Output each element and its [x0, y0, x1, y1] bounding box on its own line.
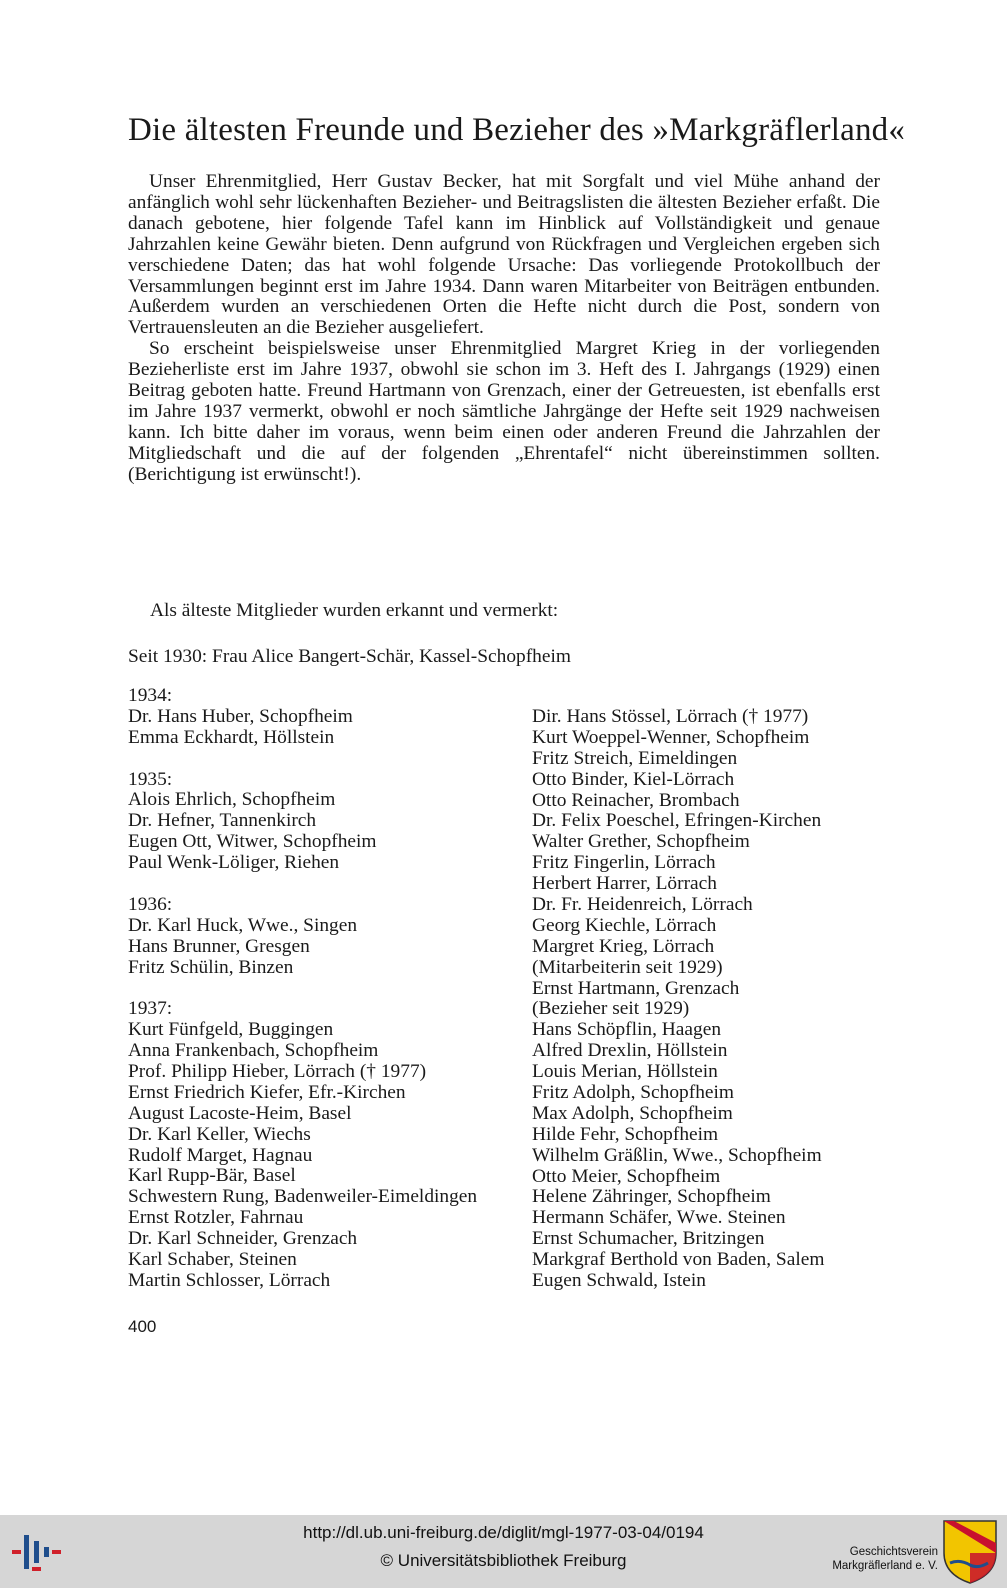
member-entry: Karl Rupp-Bär, Basel: [128, 1165, 296, 1187]
column-spacer: [128, 978, 528, 999]
member-entry: Karl Schaber, Steinen: [128, 1249, 297, 1271]
member-entry: Hilde Fehr, Schopfheim: [532, 1123, 719, 1145]
member-entry: Dr. Karl Huck, Wwe., Singen: [128, 914, 358, 936]
member-entry: Ernst Friedrich Kiefer, Efr.-Kirchen: [128, 1081, 406, 1103]
left-member-column: [128, 686, 528, 1292]
member-entry: Otto Meier, Schopfheim: [532, 1165, 721, 1187]
member-entry: Herbert Harrer, Lörrach: [532, 873, 717, 895]
right-member-column: [532, 707, 952, 1292]
intro-paragraph: So erscheint beispielsweise unser Ehrenmitglied Margret Krieg in der vorliegenden Bezieherliste erst im Jahre 1937, obwohl sie schon im 3. Heft des I. Jahrgangs (1929) einen Beitrag geboten hatte. Freund Hartmann von Grenzach, einer der Getreuesten, ist ebenfalls erst im Jahre 1937 vermerkt, obwohl er noch sämtliche Jahrgänge der Hefte seit 1929 nachweisen kann. Ich bitte daher im voraus, wenn beim einen oder anderen Freund die Jahrzahlen der Mitgliedschaft und die auf der folgenden „Ehrentafel“ nicht übereinstimmen sollten. (Berichtigung ist erwünscht!).: [128, 338, 880, 485]
member-entry: Otto Binder, Kiel-Lörrach: [532, 768, 735, 790]
society-name: [808, 1545, 938, 1573]
since-1930-line: Seit 1930: Frau Alice Bangert-Schär, Kassel-Schopfheim: [128, 646, 571, 667]
member-entry: Martin Schlosser, Lörrach: [128, 1269, 331, 1291]
society-line2: Markgräflerland e. V.: [832, 1560, 938, 1572]
member-entry: Fritz Adolph, Schopfheim: [532, 1082, 734, 1104]
year-heading: 1937:: [128, 998, 173, 1020]
member-entry: Alfred Drexlin, Höllstein: [532, 1040, 728, 1062]
member-entry: Georg Kiechle, Lörrach: [532, 914, 717, 936]
member-entry: Emma Eckhardt, Höllstein: [128, 726, 335, 748]
member-entry: Rudolf Marget, Hagnau: [128, 1144, 313, 1166]
member-entry: Dr. Felix Poeschel, Efringen-Kirchen: [532, 810, 822, 832]
year-heading: 1935:: [128, 768, 173, 790]
page-title: Die ältesten Freunde und Bezieher des »Markgräflerland«: [128, 112, 906, 148]
member-entry: Kurt Woeppel-Wenner, Schopfheim: [532, 726, 810, 748]
member-entry: Fritz Streich, Eimeldingen: [532, 747, 738, 769]
year-heading: 1934:: [128, 685, 173, 706]
member-entry: Margret Krieg, Lörrach: [532, 935, 715, 957]
member-entry: Kurt Fünfgeld, Buggingen: [128, 1019, 334, 1041]
member-entry: (Bezieher seit 1929): [532, 998, 690, 1020]
footer-bar: [0, 1515, 1007, 1588]
member-entry: (Mitarbeiterin seit 1929): [532, 956, 723, 978]
column-spacer: [128, 874, 528, 895]
member-entry: Dr. Hefner, Tannenkirch: [128, 810, 317, 832]
member-entry: Markgraf Berthold von Baden, Salem: [532, 1249, 825, 1271]
member-entry: Hans Schöpflin, Haagen: [532, 1019, 722, 1041]
society-crest-icon: [942, 1519, 998, 1585]
member-entry: Prof. Philipp Hieber, Lörrach († 1977): [128, 1061, 427, 1083]
member-entry: Eugen Schwald, Istein: [532, 1270, 706, 1292]
member-entry: Wilhelm Gräßlin, Wwe., Schopfheim: [532, 1144, 822, 1166]
society-line1: Geschichtsverein: [849, 1546, 938, 1558]
intro-paragraph: Unser Ehrenmitglied, Herr Gustav Becker, hat mit Sorgfalt und viel Mühe anhand der anfänglich wohl sehr lückenhaften Bezieher- und Beitragslisten die ältesten Bezieher erfaßt. Die danach gebotene, hier folgende Tafel kann im Hinblick auf Vollständigkeit und genaue Jahrzahlen keine Gewähr bieten. Denn aufgrund von Rückfragen und Vergleichen ergeben sich verschiedene Daten; das hat wohl folgende Ursache: Das vorliegende Protokollbuch der Versammlungen beginnt erst im Jahre 1934. Dann waren Mitarbeiter von Beiträgen entbunden. Außerdem wurden an verschiedenen Orten die Hefte nicht durch die Post, sondern von Vertrauensleuten an die Bezieher ausgeliefert.: [128, 171, 880, 339]
member-entry: Otto Reinacher, Brombach: [532, 789, 740, 811]
member-entry: Anna Frankenbach, Schopfheim: [128, 1040, 379, 1062]
page-number: 400: [128, 1317, 157, 1336]
column-spacer: [128, 749, 528, 770]
member-entry: Hans Brunner, Gresgen: [128, 935, 310, 957]
member-entry: Dr. Karl Keller, Wiechs: [128, 1123, 311, 1145]
member-entry: Helene Zähringer, Schopfheim: [532, 1186, 771, 1208]
member-entry: Alois Ehrlich, Schopfheim: [128, 789, 336, 811]
member-entry: Schwestern Rung, Badenweiler-Eimeldingen: [128, 1186, 478, 1208]
member-entry: Ernst Schumacher, Britzingen: [532, 1228, 765, 1250]
member-entry: Fritz Schülin, Binzen: [128, 956, 294, 978]
year-heading: 1936:: [128, 893, 173, 915]
member-entry: Dr. Hans Huber, Schopfheim: [128, 705, 353, 727]
intro-text: [128, 172, 880, 486]
member-entry: Dir. Hans Stössel, Lörrach († 1977): [532, 706, 809, 727]
member-entry: Louis Merian, Höllstein: [532, 1061, 718, 1083]
member-entry: Dr. Karl Schneider, Grenzach: [128, 1228, 358, 1250]
footer-url-link[interactable]: http://dl.ub.uni-freiburg.de/diglit/mgl-1977-03-04/0194: [303, 1523, 704, 1542]
member-entry: Eugen Ott, Witwer, Schopfheim: [128, 831, 377, 853]
member-entry: Hermann Schäfer, Wwe. Steinen: [532, 1207, 786, 1229]
members-lead: Als älteste Mitglieder wurden erkannt und vermerkt:: [150, 600, 559, 621]
member-entry: Fritz Fingerlin, Lörrach: [532, 852, 716, 874]
member-entry: Ernst Rotzler, Fahrnau: [128, 1207, 304, 1229]
member-entry: Dr. Fr. Heidenreich, Lörrach: [532, 894, 753, 916]
footer-copyright: © Universitätsbibliothek Freiburg: [380, 1551, 627, 1570]
member-entry: Walter Grether, Schopfheim: [532, 831, 750, 853]
member-entry: Ernst Hartmann, Grenzach: [532, 977, 740, 999]
member-entry: Paul Wenk-Löliger, Riehen: [128, 852, 340, 874]
member-entry: August Lacoste-Heim, Basel: [128, 1102, 352, 1124]
member-entry: Max Adolph, Schopfheim: [532, 1102, 733, 1124]
